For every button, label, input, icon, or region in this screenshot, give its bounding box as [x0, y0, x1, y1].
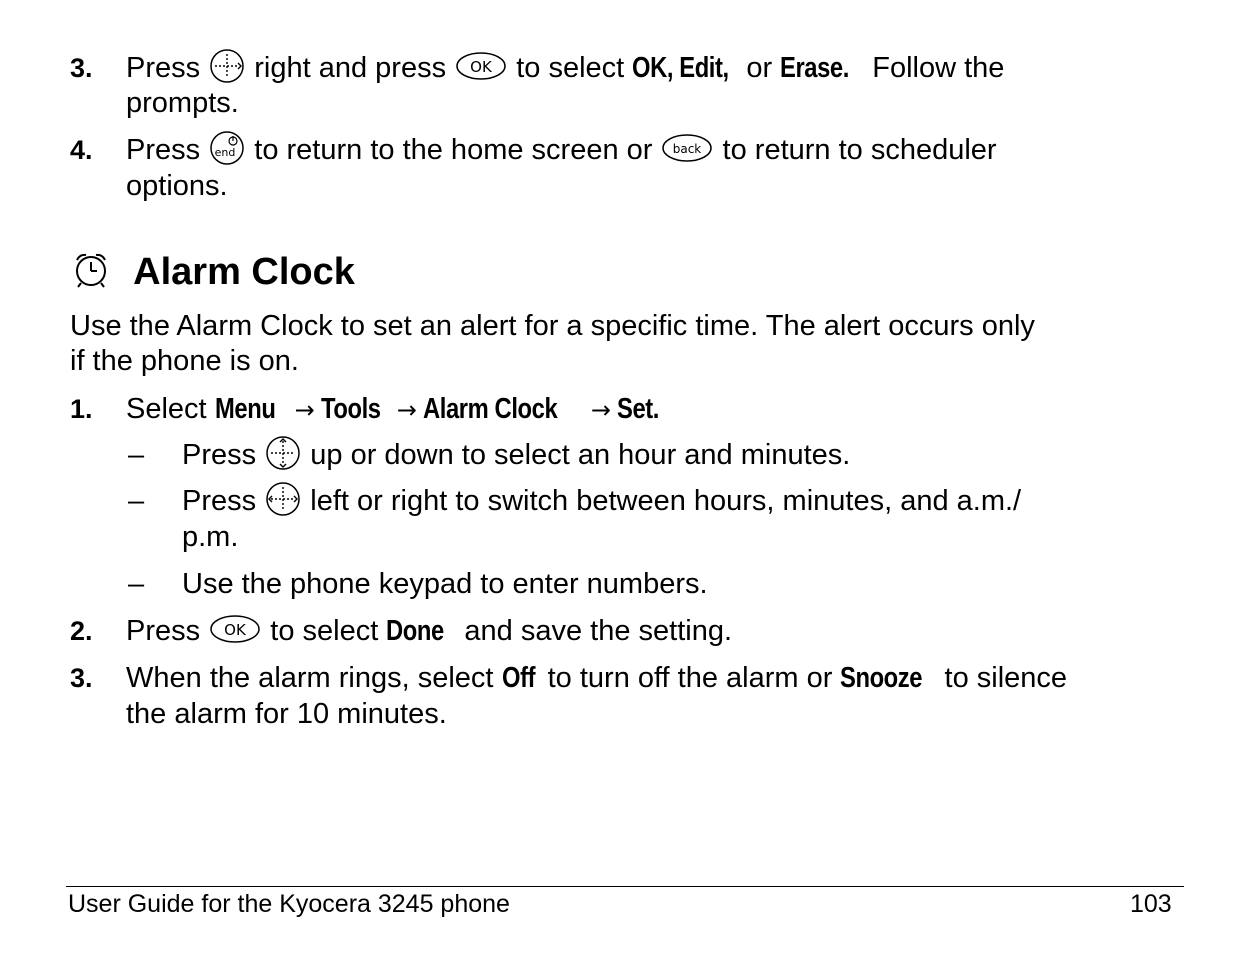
text: to return to the home screen or: [254, 134, 653, 166]
intro-text-cont: if the phone is on.: [70, 345, 299, 377]
bullet-dash: –: [128, 439, 145, 471]
svg-text:OK: OK: [224, 621, 247, 640]
menu-path-item: Menu: [214, 393, 276, 425]
sub-step-text: [182, 483, 1021, 521]
step-text-cont: options.: [126, 170, 228, 202]
page-number: 103: [1130, 890, 1172, 918]
step-text: [126, 660, 1067, 696]
text: Press: [126, 52, 201, 84]
text: to select: [516, 52, 625, 84]
step-text: [126, 50, 1004, 88]
section-title: Alarm Clock: [133, 251, 355, 293]
end-key-icon: [208, 129, 246, 167]
option-label: Done: [386, 615, 445, 647]
sub-step-text-cont: p.m.: [182, 521, 239, 553]
text: left or right to switch between hours, minutes, and a.m./: [310, 485, 1022, 517]
sub-step-text: [182, 437, 850, 475]
text: Follow the: [872, 52, 1005, 84]
text: Press: [126, 134, 201, 166]
step-number: 1.: [70, 394, 93, 424]
arrow: →: [294, 396, 315, 424]
step-number: 4.: [70, 135, 93, 165]
svg-text:end: end: [214, 146, 236, 160]
intro-text: Use the Alarm Clock to set an alert for a specific time. The alert occurs only: [70, 310, 1035, 342]
footer-title: User Guide for the Kyocera 3245 phone: [68, 890, 510, 918]
back-key-icon: [660, 132, 714, 164]
text: and save the setting.: [464, 615, 733, 647]
alarm-clock-icon: [72, 250, 110, 290]
menu-path-item: Alarm Clock: [422, 393, 558, 425]
step-text-cont: prompts.: [126, 87, 239, 119]
text: Press: [126, 615, 201, 647]
text: Select: [126, 393, 207, 425]
text: to return to scheduler: [722, 134, 997, 166]
step-text-cont: the alarm for 10 minutes.: [126, 698, 447, 730]
navigation-key-icon: [264, 434, 302, 472]
text: to select: [270, 615, 379, 647]
step-text: [126, 391, 669, 428]
menu-path-item: Tools: [320, 393, 381, 425]
text: right and press: [254, 52, 447, 84]
ok-key-icon: [454, 50, 508, 82]
arrow: →: [590, 396, 611, 424]
step-text: [126, 613, 732, 649]
step-number: 3.: [70, 53, 93, 83]
text: up or down to select an hour and minutes.: [310, 439, 851, 471]
ok-key-icon: [208, 613, 262, 645]
text: to turn off the alarm or: [547, 662, 833, 694]
text: or: [746, 52, 773, 84]
svg-text:back: back: [673, 142, 702, 157]
step-number: 2.: [70, 616, 93, 646]
section-heading: [72, 250, 355, 294]
sub-step-text: Use the phone keypad to enter numbers.: [182, 568, 708, 600]
step-number: 3.: [70, 663, 93, 693]
footer-rule: [66, 886, 1184, 887]
option-label: Off: [501, 662, 535, 694]
option-label: Erase.: [780, 52, 850, 84]
svg-text:OK: OK: [470, 58, 492, 77]
text: Press: [182, 485, 257, 517]
option-label: OK, Edit,: [632, 52, 730, 84]
text: to silence: [944, 662, 1068, 694]
bullet-dash: –: [128, 485, 145, 517]
navigation-key-icon: [208, 47, 246, 85]
step-text: [126, 132, 997, 170]
navigation-key-icon: [264, 480, 302, 518]
arrow: →: [396, 396, 417, 424]
bullet-dash: –: [128, 568, 145, 600]
option-label: Snooze: [840, 662, 923, 694]
menu-path-item: Set.: [617, 393, 659, 425]
text: When the alarm rings, select: [126, 662, 494, 694]
text: Press: [182, 439, 257, 471]
